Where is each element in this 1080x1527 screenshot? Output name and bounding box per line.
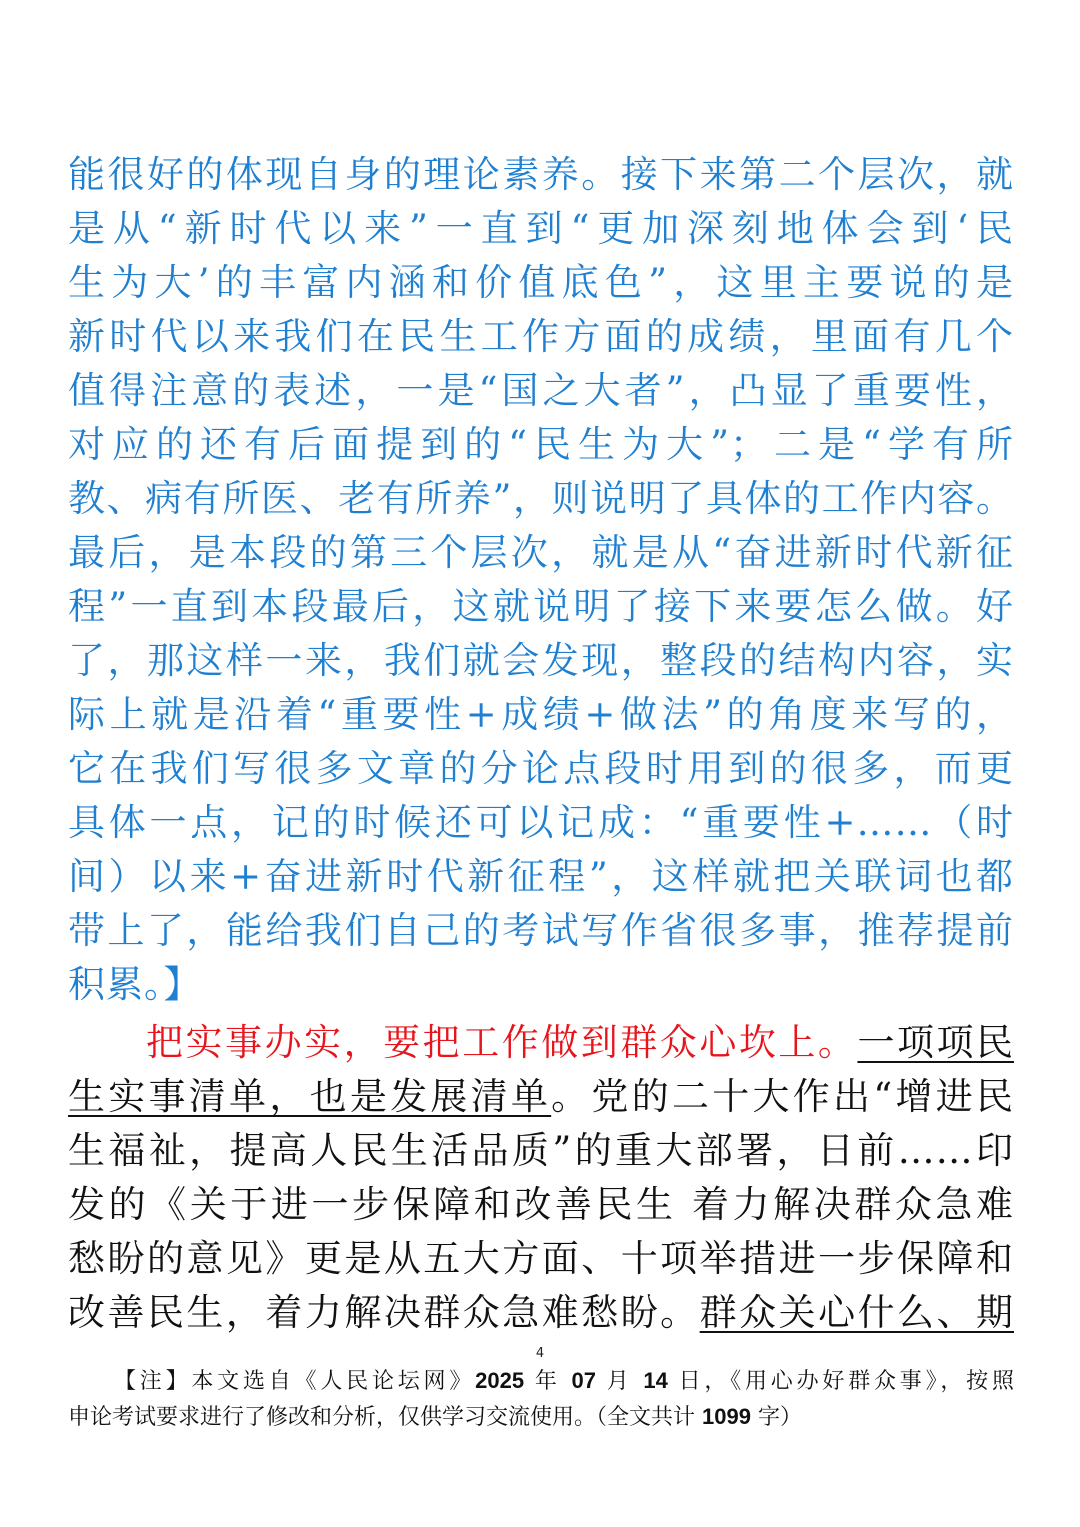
footnote-text: 【注】本文选自《人民论坛网》 xyxy=(114,1369,476,1394)
underlined-phrase: 一项项民 xyxy=(857,1021,1015,1064)
analysis-line: 对应的还有后面提到的“民生为大”；二是“学有所 xyxy=(68,423,1014,466)
analysis-line: 际上就是沿着“重要性+成绩+做法”的角度来写的， xyxy=(68,693,1014,736)
footnote-text: 年 xyxy=(524,1369,572,1394)
analysis-line: 程”一直到本段最后，这就说明了接下来要怎么做。好 xyxy=(68,585,1014,628)
footnote-text: 申论考试要求进行了修改和分析，仅供学习交流使用。（全文共计 xyxy=(68,1405,702,1430)
footnote-line xyxy=(68,1364,1014,1398)
underlined-phrase: 生实事清单，也是发展清单 xyxy=(68,1075,552,1118)
article-line xyxy=(68,1018,1014,1068)
footnote-word-count: 1099 xyxy=(702,1404,751,1429)
footnote-text: 日，《用心办好群众事》，按照 xyxy=(667,1369,1014,1394)
analysis-line: 值得注意的表述，一是“国之大者”，凸显了重要性， xyxy=(68,369,1014,412)
page-number: 4 xyxy=(535,1346,545,1361)
analysis-line: 间）以来+奋进新时代新征程”，这样就把关联词也都 xyxy=(68,855,1014,898)
article-line xyxy=(68,1288,1014,1338)
analysis-line: 最后，是本段的第三个层次，就是从“奋进新时代新征 xyxy=(68,531,1014,574)
footnote-text: 字） xyxy=(750,1405,802,1430)
analysis-line: 是从“新时代以来”一直到“更加深刻地体会到‘民 xyxy=(68,207,1014,250)
analysis-line: 积累。】 xyxy=(68,963,202,1006)
footnote-text: 月 xyxy=(595,1369,644,1394)
analysis-line: 具体一点，记的时候还可以记成：“重要性+……（时 xyxy=(68,801,1014,844)
article-text: 改善民生，着力解决群众急难愁盼。 xyxy=(68,1291,700,1334)
analysis-line: 能很好的体现自身的理论素养。接下来第二个层次，就 xyxy=(68,153,1014,196)
article-line: 生福祉，提高人民生活品质”的重大部署，日前……印 xyxy=(68,1129,1014,1172)
heading-sentence: 把实事办实，要把工作做到群众心坎上。 xyxy=(146,1021,858,1064)
footnote-day: 14 xyxy=(643,1368,668,1393)
analysis-line: 生为大’的丰富内涵和价值底色”，这里主要说的是 xyxy=(68,261,1014,304)
footnote-year: 2025 xyxy=(475,1368,525,1393)
footnote-month: 07 xyxy=(571,1368,596,1393)
underlined-phrase: 群众关心什么、期 xyxy=(699,1291,1015,1334)
article-line xyxy=(68,1072,1014,1122)
analysis-line: 教、病有所医、老有所养”，则说明了具体的工作内容。 xyxy=(68,477,1014,520)
analysis-line: 新时代以来我们在民生工作方面的成绩，里面有几个 xyxy=(68,315,1014,358)
analysis-line: 带上了，能给我们自己的考试写作省很多事，推荐提前 xyxy=(68,909,1014,952)
analysis-line: 它在我们写很多文章的分论点段时用到的很多，而更 xyxy=(68,747,1014,790)
article-line: 发的《关于进一步保障和改善民生 着力解决群众急难 xyxy=(68,1183,1014,1226)
footnote-line xyxy=(68,1400,1014,1434)
article-line: 愁盼的意见》更是从五大方面、十项举措进一步保障和 xyxy=(68,1237,1014,1280)
article-text: 。党的二十大作出“增进民 xyxy=(551,1075,1014,1118)
analysis-line: 了，那这样一来，我们就会发现，整段的结构内容，实 xyxy=(68,639,1014,682)
